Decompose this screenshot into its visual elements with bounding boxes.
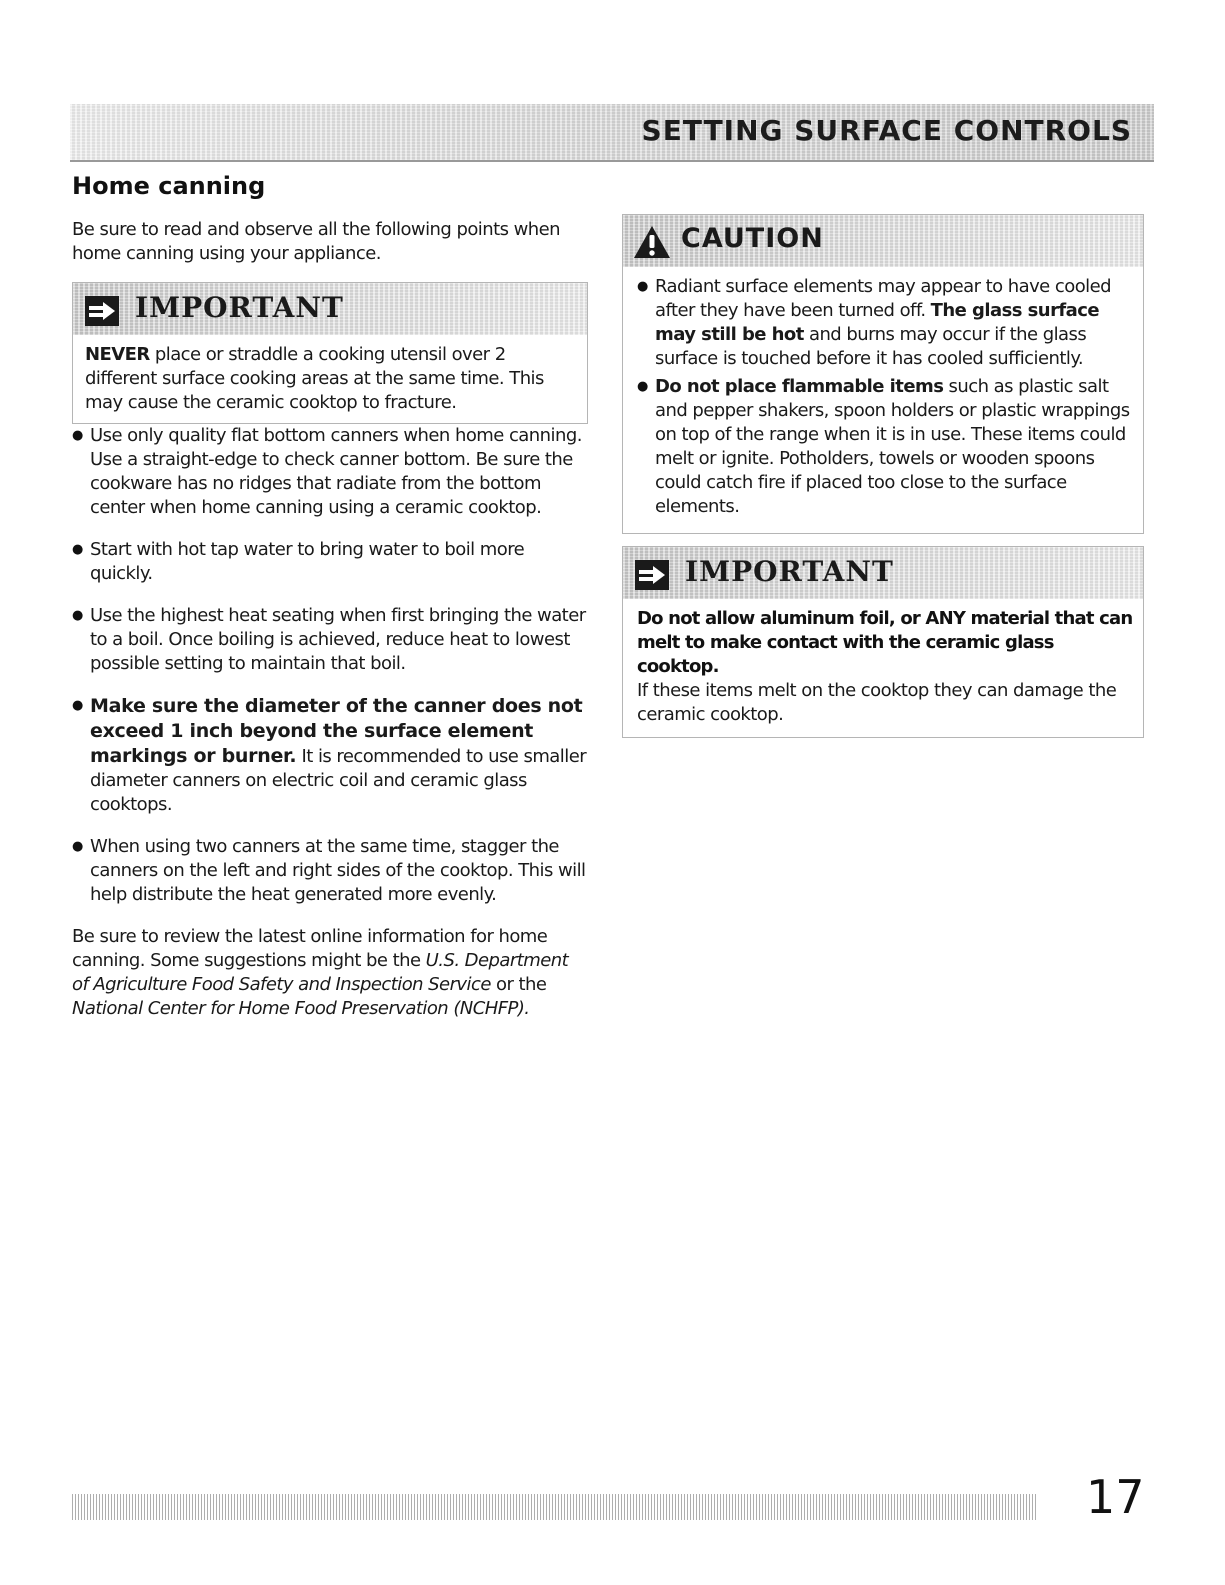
important-label: IMPORTANT bbox=[135, 291, 344, 324]
warning-triangle-icon bbox=[633, 225, 671, 259]
left-column bbox=[72, 172, 588, 1021]
arrow-right-icon bbox=[85, 296, 119, 326]
right-column bbox=[622, 214, 1144, 738]
list-item bbox=[72, 835, 588, 907]
caution-list bbox=[637, 275, 1133, 519]
caution-box bbox=[622, 214, 1144, 534]
list-item-text: Use only quality flat bottom canners when home canning. Use a straight-edge to check canner bottom. Be sure the cookware has no ridges that radiate from the bottom center when home canning using a ceramic cooktop. bbox=[90, 425, 582, 518]
closing-italic-nchfp: National Center for Home Food Preservation (NCHFP). bbox=[72, 998, 530, 1019]
list-item-text: and burns may occur if the glass surface is touched before it has cooled sufficiently. bbox=[655, 324, 1087, 369]
important-box-body bbox=[623, 599, 1143, 737]
list-item-text: Start with hot tap water to bring water to boil more quickly. bbox=[90, 539, 525, 584]
arrow-right-icon bbox=[635, 560, 669, 590]
caution-box-body bbox=[623, 267, 1143, 533]
section-banner bbox=[70, 104, 1154, 162]
list-item-text: When using two canners at the same time, stagger the canners on the left and right sides of the cooktop. This will help distribute the heat generated more evenly. bbox=[90, 836, 586, 905]
important-label: IMPORTANT bbox=[685, 555, 894, 588]
important-rest: place or straddle a cooking utensil over 2 different surface cooking areas at the same time. This may cause the ceramic cooktop to fracture. bbox=[85, 344, 544, 413]
list-item bbox=[72, 538, 588, 586]
intro-paragraph: Be sure to read and observe all the following points when home canning using your appliance. bbox=[72, 219, 561, 264]
caution-box-header bbox=[623, 215, 1143, 267]
list-item-bold: Make sure the diameter of the canner does not exceed 1 inch beyond the surface element markings or burner. bbox=[90, 695, 583, 767]
important-text bbox=[85, 343, 579, 415]
important-box-body bbox=[73, 335, 587, 423]
canning-bullet-list bbox=[72, 424, 588, 907]
list-item bbox=[637, 375, 1133, 519]
important-box-right bbox=[622, 546, 1144, 738]
important-box-header bbox=[73, 283, 587, 335]
list-item-text: such as plastic salt and pepper shakers, spoon holders or plastic wrappings on top of the range when it is in use. These items could melt or ignite. Potholders, towels or wooden spoons could catch fire if placed too close to the surface elements. bbox=[655, 376, 1130, 517]
list-item bbox=[72, 604, 588, 676]
list-item bbox=[72, 694, 588, 817]
important-bold: NEVER bbox=[85, 344, 150, 365]
important-rest: If these items melt on the cooktop they can damage the ceramic cooktop. bbox=[637, 680, 1117, 725]
page-number: 17 bbox=[1086, 1470, 1145, 1524]
important-box-left bbox=[72, 282, 588, 424]
list-item bbox=[72, 424, 588, 520]
list-item-bold: The glass surface may still be hot bbox=[655, 300, 1100, 345]
list-item-text: It is recommended to use smaller diameter canners on electric coil and ceramic glass cooktops. bbox=[90, 746, 587, 815]
footer-band bbox=[72, 1494, 1038, 1520]
closing-text: Be sure to review the latest online information for home canning. Some suggestions might be the bbox=[72, 926, 548, 971]
list-item-bold: Do not place flammable items bbox=[655, 376, 944, 397]
caution-label: CAUTION bbox=[681, 223, 824, 254]
important-box-header bbox=[623, 547, 1143, 599]
list-item bbox=[637, 275, 1133, 371]
section-heading: Home canning bbox=[72, 172, 266, 200]
closing-italic-usda: U.S. Department of Agriculture Food Safety and Inspection Service bbox=[72, 950, 569, 995]
banner-title: SETTING SURFACE CONTROLS bbox=[641, 114, 1132, 147]
list-item-text: Radiant surface elements may appear to have cooled after they have been turned off. bbox=[655, 276, 1112, 321]
important-bold: Do not allow aluminum foil, or ANY material that can melt to make contact with the ceramic glass cooktop. bbox=[637, 608, 1133, 677]
closing-paragraph bbox=[72, 925, 588, 1021]
list-item-text: Use the highest heat seating when first bringing the water to a boil. Once boiling is achieved, reduce heat to lowest possible setting to maintain that boil. bbox=[90, 605, 586, 674]
closing-text: or the bbox=[490, 974, 547, 995]
